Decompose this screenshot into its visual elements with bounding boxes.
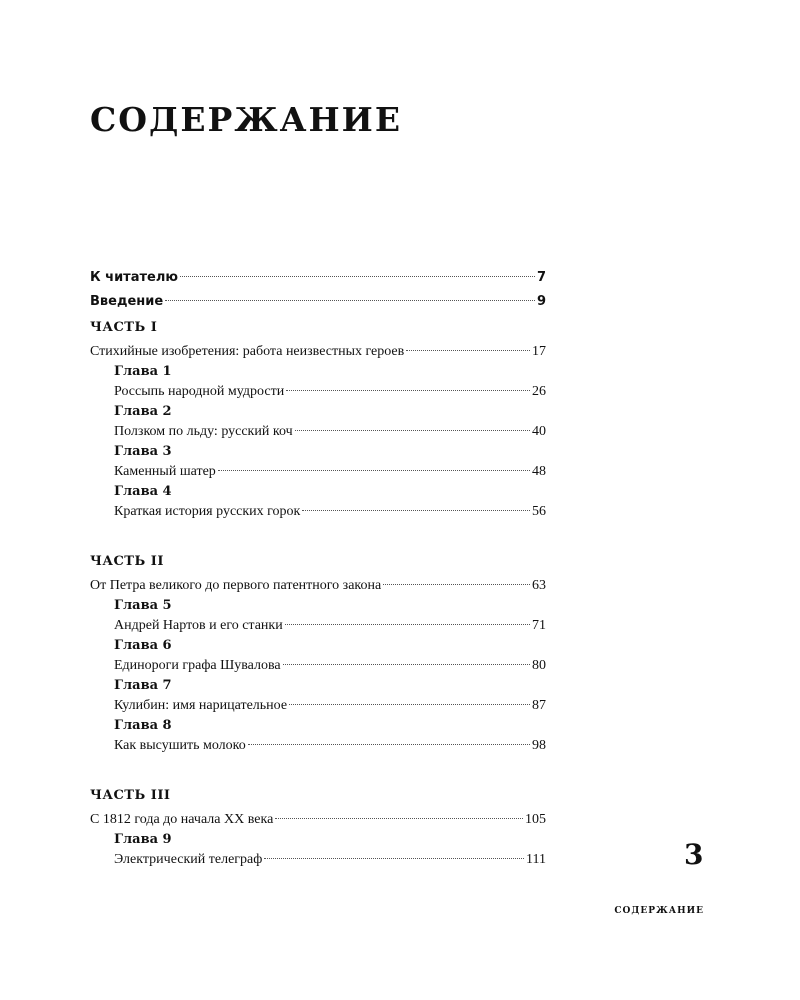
chapter-heading: Глава 8 [114,718,172,733]
toc-entry-page: 7 [536,270,546,285]
toc-entry-label: Кулибин: имя нарицательное [114,698,288,713]
page-number: 3 [684,838,704,871]
toc-entry-label: От Петра великого до первого патентного закона [90,578,382,593]
running-head: СОДЕРЖАНИЕ [614,906,704,916]
part-heading: ЧАСТЬ II [90,554,164,569]
chapter-heading: Глава 1 [114,364,172,379]
toc-entry-label: Краткая история русских горок [114,504,301,519]
toc-entry-label: Единороги графа Шувалова [114,658,281,673]
dot-leader [285,624,530,625]
page-title: СОДЕРЖАНИЕ [90,100,403,139]
toc-entry-introduction[interactable] [90,292,546,312]
toc-entry-page: 80 [532,658,546,673]
toc-entry-part-summary[interactable] [90,810,546,830]
toc-entry-part-summary[interactable] [90,342,546,362]
toc-entry-page: 17 [532,344,546,359]
toc-entry-to-reader[interactable] [90,268,546,288]
dot-leader [275,818,523,819]
toc-entry-chapter[interactable] [90,656,546,676]
dot-leader [289,704,530,705]
toc-entry-label: Стихийные изобретения: работа неизвестных героев [90,344,405,359]
dot-leader [180,276,535,277]
toc-entry-page: 105 [525,812,546,827]
toc-entry-page: 26 [532,384,546,399]
chapter-heading: Глава 3 [114,444,172,459]
toc-entry-page: 98 [532,738,546,753]
chapter-heading: Глава 4 [114,484,172,499]
toc-entry-chapter[interactable] [90,502,546,522]
chapter-heading: Глава 7 [114,678,172,693]
toc-entry-chapter[interactable] [90,850,546,870]
toc-entry-page: 56 [532,504,546,519]
toc-entry-label: Как высушить молоко [114,738,246,753]
toc-entry-label: С 1812 года до начала XX века [90,812,274,827]
dot-leader [264,858,524,859]
toc-entry-page: 87 [532,698,546,713]
part-heading: ЧАСТЬ I [90,320,158,335]
toc-entry-chapter[interactable] [90,696,546,716]
dot-leader [406,350,530,351]
toc-entry-label: Электрический телеграф [114,852,263,867]
dot-leader [295,430,530,431]
toc-entry-label: Ползком по льду: русский коч [114,424,293,439]
toc-entry-label: К читателю [90,270,179,285]
part-heading: ЧАСТЬ III [90,788,171,803]
toc-entry-chapter[interactable] [90,422,546,442]
chapter-heading: Глава 6 [114,638,172,653]
chapter-heading: Глава 9 [114,832,172,847]
dot-leader [248,744,530,745]
toc-entry-page: 9 [536,294,546,309]
toc-entry-page: 71 [532,618,546,633]
dot-leader [218,470,530,471]
toc-entry-page: 111 [526,852,546,867]
toc-entry-label: Введение [90,294,164,309]
chapter-heading: Глава 2 [114,404,172,419]
dot-leader [383,584,530,585]
dot-leader [302,510,530,511]
toc-entry-label: Россыпь народной мудрости [114,384,285,399]
dot-leader [286,390,530,391]
toc-entry-page: 63 [532,578,546,593]
toc-entry-label: Андрей Нартов и его станки [114,618,283,633]
toc-entry-label: Каменный шатер [114,464,216,479]
toc-entry-chapter[interactable] [90,462,546,482]
toc-entry-chapter[interactable] [90,382,546,402]
dot-leader [165,300,535,301]
toc-entry-page: 40 [532,424,546,439]
chapter-heading: Глава 5 [114,598,172,613]
toc-entry-part-summary[interactable] [90,576,546,596]
toc-entry-page: 48 [532,464,546,479]
table-of-contents [90,268,546,870]
toc-entry-chapter[interactable] [90,736,546,756]
dot-leader [283,664,530,665]
toc-entry-chapter[interactable] [90,616,546,636]
